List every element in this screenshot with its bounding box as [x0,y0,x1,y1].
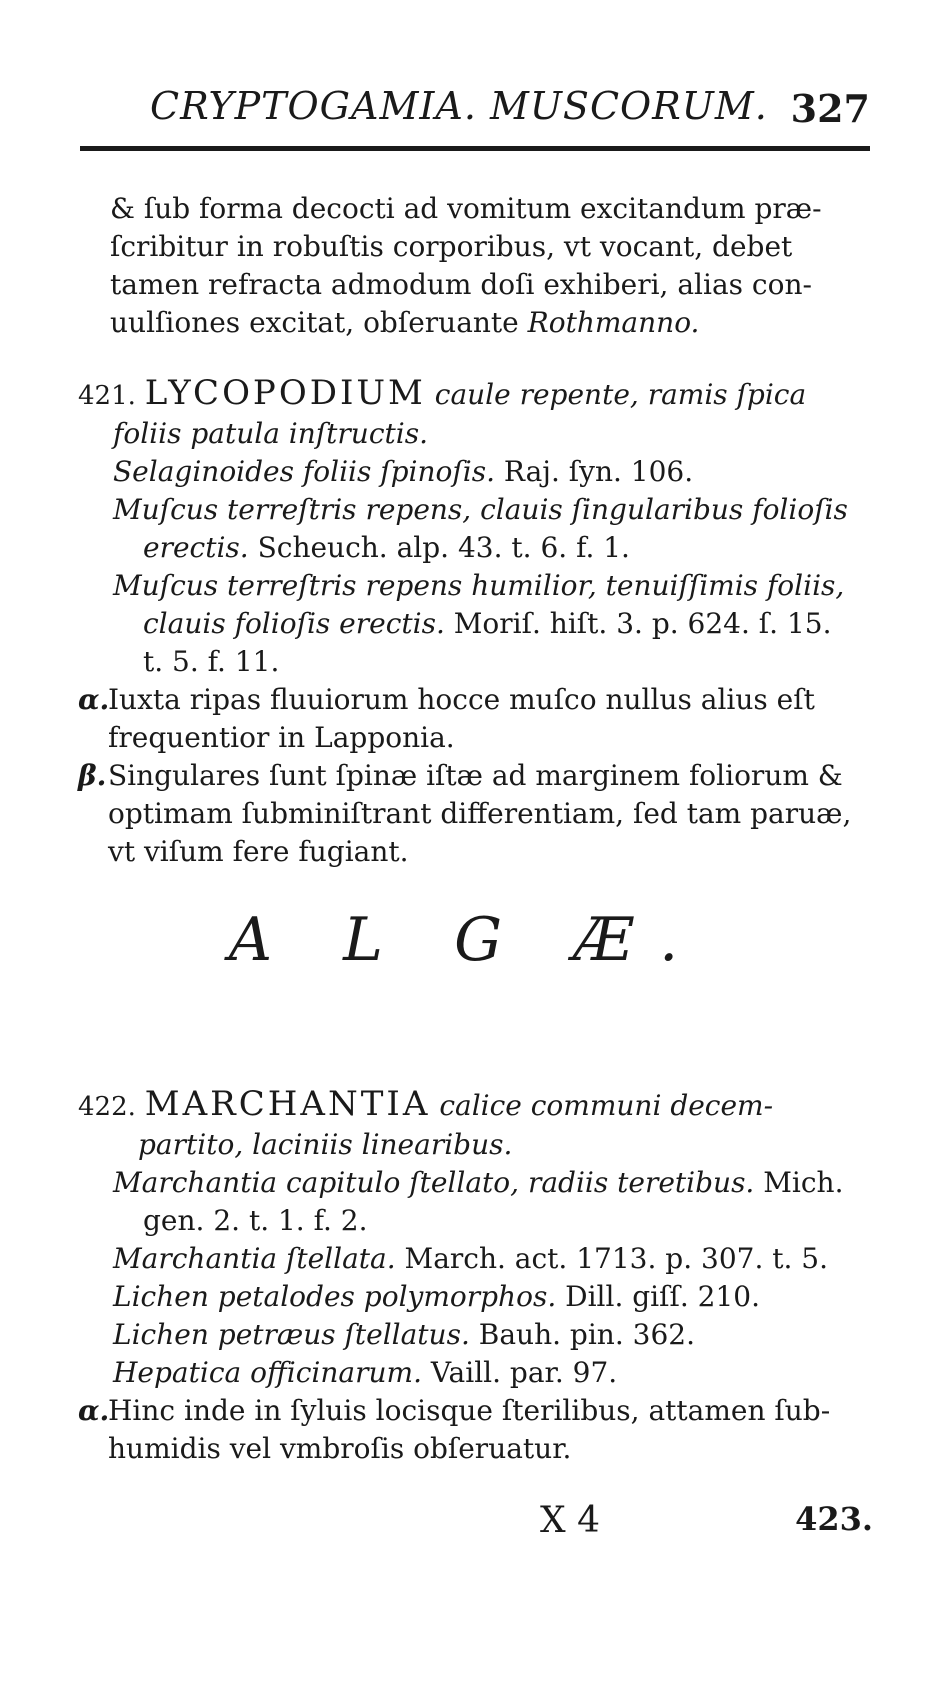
note-text: vt viſum fere fugiant. [108,835,409,868]
synonym-reference: Dill. giſſ. 210. [565,1280,760,1313]
entry-number: 421. [78,381,136,411]
signature-mark: X 4 [540,1500,600,1541]
note-marker: α. [78,1394,110,1427]
continuation-line: tamen refracta admodum doſi exhiberi, alias con- [110,268,812,301]
genus-name: MARCHANTIA [144,1084,431,1124]
note-text: optimam ſubminiſtrant differentiam, ſed tam paruæ, [108,797,852,830]
synonym-reference: Vaill. par. 97. [430,1356,618,1389]
synonym [78,453,878,491]
note-beta [78,757,878,795]
diagnosis-continued: partito, laciniis linearibus. [138,1128,513,1161]
diagnosis: caule repente, ramis ſpica [434,378,807,411]
synonym-name: Selaginoides foliis ſpinoſis. [113,455,495,488]
cited-author: Rothmanno. [527,306,700,339]
synonym-continued [78,605,878,643]
continuation-line: ſcribitur in robuſtis corporibus, vt vocant, debet [110,230,793,263]
synonym: Muſcus terreſtris repens, clauis ſingularibus folioſis [113,493,848,526]
synonym [78,1354,878,1392]
entry-422 [78,1085,878,1468]
entry-heading [78,1085,878,1126]
synonym-continued [78,529,878,567]
note-text: Singulares ſunt ſpinæ iſtæ ad marginem foliorum & [108,759,843,792]
diagnosis: calice communi decem- [439,1089,774,1122]
header-rule [80,146,870,151]
note-text: Hinc inde in ſyluis locisque ſterilibus, attamen ſub- [108,1394,831,1427]
page-number: 327 [790,86,870,131]
page-header [80,84,870,134]
continuation-line [110,304,870,342]
diagnosis-continued: foliis patula inſtructis. [113,417,428,450]
entry-421 [78,374,878,871]
continuation-line: & ſub forma decocti ad vomitum excitandum præ- [110,192,822,225]
synonym-name: Lichen petalodes polymorphos. [113,1280,557,1313]
note-text: frequentior in Lapponia. [108,721,455,754]
synonym-reference: Bauh. pin. 362. [478,1318,695,1351]
synonym-name: Hepatica officinarum. [113,1356,422,1389]
note-text: Iuxta ripas fluuiorum hocce muſco nullus alius eſt [108,683,815,716]
synonym-reference: Mich. [763,1166,844,1199]
synonym-reference-continued: t. 5. f. 11. [143,645,280,678]
synonym [78,1164,878,1202]
synonym-name: erectis. [143,531,249,564]
synonym: Muſcus terreſtris repens humilior, tenuiſſimis foliis, [113,569,845,602]
entry-number: 422. [78,1092,136,1122]
continuation-text: uulſiones excitat, obſeruante [110,306,528,339]
genus-name: LYCOPODIUM [144,373,426,413]
synonym-reference-continued: gen. 2. t. 1. f. 2. [143,1204,368,1237]
synonym [78,1316,878,1354]
note-alpha [78,681,878,719]
note-text: humidis vel vmbroſis obſeruatur. [108,1432,572,1465]
catchword: 423. [795,1500,873,1538]
synonym-name: Marchantia ſtellata. [113,1242,396,1275]
synonym-name: Marchantia capitulo ſtellato, radiis teretibus. [113,1166,755,1199]
note-alpha [78,1392,878,1430]
continuation-paragraph [110,190,870,342]
synonym-reference: Raj. ſyn. 106. [503,455,694,488]
note-marker: α. [78,683,110,716]
synonym [78,1278,878,1316]
section-title: A L G Æ. [228,905,705,975]
synonym-reference: Moriſ. hiſt. 3. p. 624. ſ. 15. [453,607,832,640]
synonym-name: clauis folioſis erectis. [143,607,445,640]
running-title: CRYPTOGAMIA. MUSCORUM. [150,84,768,128]
synonym-name: Lichen petræus ſtellatus. [113,1318,470,1351]
note-marker: β. [78,759,107,792]
entry-heading [78,374,878,415]
synonym-reference: March. act. 1713. p. 307. t. 5. [404,1242,829,1275]
synonym [78,1240,878,1278]
synonym-reference: Scheuch. alp. 43. t. 6. f. 1. [257,531,630,564]
